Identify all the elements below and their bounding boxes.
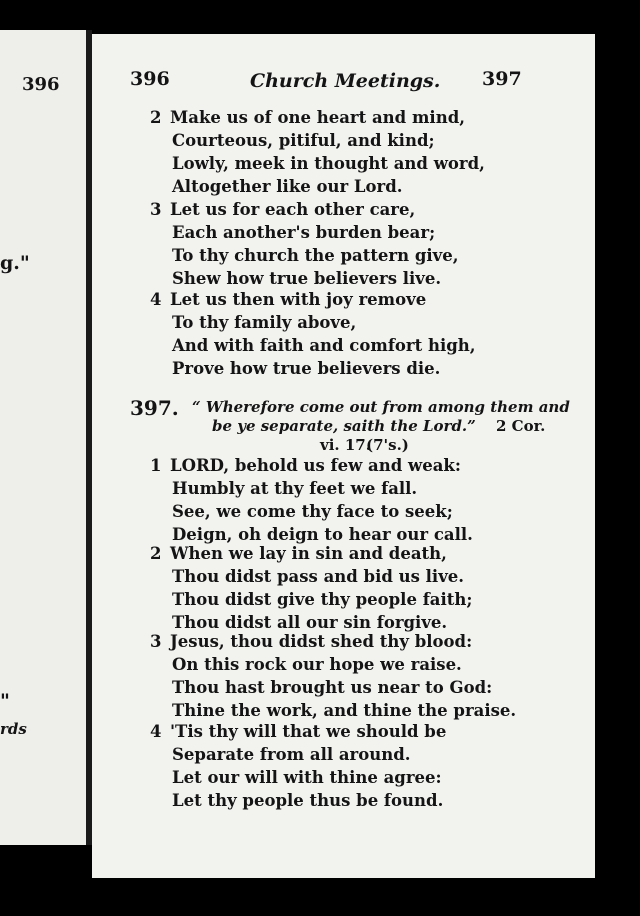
stanza	[92, 630, 572, 722]
stanza	[92, 542, 572, 634]
verse-line: Thine the work, and thine the praise.	[172, 701, 517, 720]
verse-line: Humbly at thy feet we fall.	[172, 479, 418, 498]
verse-line: Altogether like our Lord.	[172, 177, 403, 196]
verse-line: 2 Make us of one heart and mind,	[150, 108, 465, 127]
stanza	[92, 454, 572, 546]
verse-number: 1	[150, 456, 162, 475]
verse-number: 3	[150, 632, 162, 651]
verse-line: 3 Let us for each other care,	[150, 200, 416, 219]
scripture-motto: be ye separate, saith the Lord.”	[212, 417, 476, 435]
verse-number: 2	[150, 108, 162, 127]
verse-line: To thy church the pattern give,	[172, 246, 459, 265]
hymn-number: 397.	[130, 396, 179, 420]
verse-number: 3	[150, 200, 162, 219]
scripture-motto: “ Wherefore come out from among them and	[192, 398, 570, 416]
stanza	[92, 720, 572, 812]
verse-line: 1 LORD, behold us few and weak:	[150, 456, 461, 475]
verse-line: Prove how true believers die.	[172, 359, 441, 378]
stanza	[92, 288, 572, 380]
verse-line: 4 Let us then with joy remove	[150, 290, 427, 309]
verse-line: Each another's burden bear;	[172, 223, 436, 242]
page-number: 396	[130, 68, 170, 90]
verse-line: Thou didst all our sin forgive.	[172, 613, 448, 632]
verse-line: 3 Jesus, thou didst shed thy blood:	[150, 632, 473, 651]
verse-line: Lowly, meek in thought and word,	[172, 154, 485, 173]
hymn-meter: (7's.)	[366, 436, 409, 454]
verse-line: Deign, oh deign to hear our call.	[172, 525, 473, 544]
verse-line: On this rock our hope we raise.	[172, 655, 462, 674]
stanza	[92, 106, 572, 198]
left-page-number: 396	[22, 74, 60, 95]
verse-number: 4	[150, 722, 162, 741]
running-title: Church Meetings.	[250, 70, 441, 92]
verse-line: Thou didst pass and bid us live.	[172, 567, 465, 586]
scripture-reference: 2 Cor.	[496, 417, 546, 435]
verse-line: Thou didst give thy people faith;	[172, 590, 473, 609]
verse-line: And with faith and comfort high,	[172, 336, 476, 355]
hymn-range-number: 397	[482, 68, 522, 90]
verse-line: To thy family above,	[172, 313, 357, 332]
verse-line: 4 'Tis thy will that we should be	[150, 722, 447, 741]
left-page-fragment: rds	[0, 720, 27, 738]
left-page-fragment: "	[0, 690, 10, 712]
verse-number: 4	[150, 290, 162, 309]
verse-line: Courteous, pitiful, and kind;	[172, 131, 435, 150]
verse-line: 2 When we lay in sin and death,	[150, 544, 447, 563]
verse-line: See, we come thy face to seek;	[172, 502, 453, 521]
left-page-edge	[0, 30, 86, 845]
left-page-fragment: g."	[0, 252, 30, 274]
stanza	[92, 198, 572, 290]
verse-number: 2	[150, 544, 162, 563]
hymnal-page	[92, 34, 595, 878]
verse-line: Thou hast brought us near to God:	[172, 678, 493, 697]
scripture-reference: vi. 17.	[320, 436, 371, 454]
verse-line: Let our will with thine agree:	[172, 768, 442, 787]
verse-line: Separate from all around.	[172, 745, 411, 764]
verse-line: Let thy people thus be found.	[172, 791, 444, 810]
verse-line: Shew how true believers live.	[172, 269, 442, 288]
